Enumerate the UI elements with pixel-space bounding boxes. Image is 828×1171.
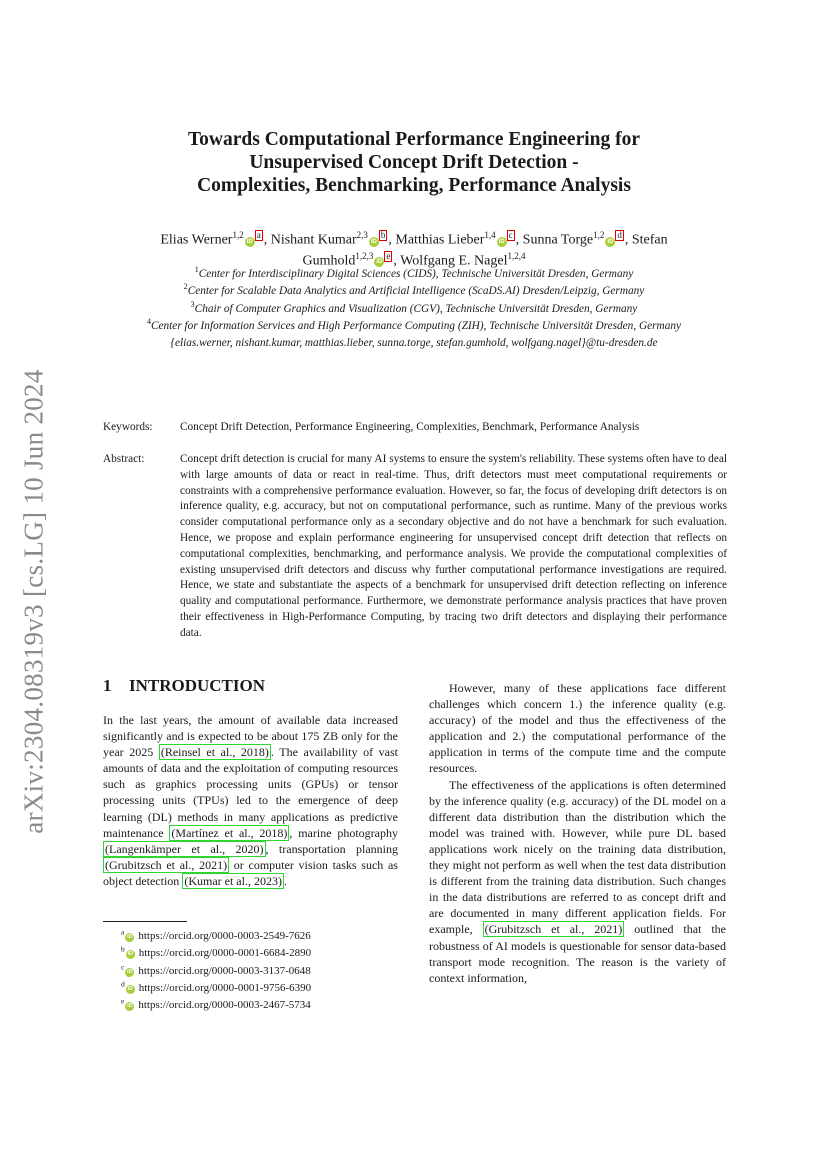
abstract-text: Concept drift detection is crucial for many AI systems to ensure the system's reliability. These systems often have to deal with large amounts of data or react in real-time. Thus, drift detectors must meet computational requirements or constraints with a comprehensive performance evaluation. However, so far, the focus of developing drift detectors is on inference quality, e.g. accuracy, but not on computational performance, such as runtime. Many of the previous works consider computational performance only as a secondary objective and do not have a benchmark for such evaluation. Hence, we propose and explain performance engineering for unsupervised concept drift detection that reflects on computational complexities, benchmarking, and performance analysis. We provide the computational complexities of existing unsupervised drift detectors and discuss why further computational performance investigations are required. Hence, we state and substantiate the aspects of a benchmark for unsupervised drift detection reflecting on inference quality and computational performance. Furthermore, we demonstrate performance analysis practices that have proven their effectiveness in High-Performance Computing, by tracing two drift detectors and displaying their performance data.: [180, 453, 727, 639]
author-name: Stefan: [631, 232, 668, 248]
orcid-icon[interactable]: iD: [607, 238, 614, 245]
citation-paren: ): [277, 873, 282, 888]
citation-paren: (: [484, 922, 489, 937]
title-line: Complexities, Benchmarking, Performance Analysis: [197, 175, 631, 196]
footnote-mark: a: [121, 927, 125, 937]
orcid-url[interactable]: https://orcid.org/0000-0001-9756-6390: [138, 981, 312, 994]
footnote-mark: b: [121, 944, 125, 954]
footnote-item: [121, 928, 311, 945]
citation-link[interactable]: [103, 857, 229, 873]
affiliation-text: Center for Scalable Data Analytics and Artificial Intelligence (ScaDS.AI) Dresden/Leipzig, Germany: [187, 285, 645, 298]
paragraph: [429, 777, 726, 986]
author-name: Matthias Lieber: [395, 232, 485, 248]
footnotes: [121, 928, 311, 1014]
affiliation-line: [90, 266, 738, 283]
footnote-mark: e: [121, 996, 125, 1006]
orcid-icon[interactable]: iD: [498, 238, 505, 245]
paragraph: [103, 712, 398, 889]
left-column-body: [103, 712, 398, 889]
citation-text: Grubitzsch et al., 2021: [488, 922, 619, 937]
footnote-divider: [103, 921, 187, 922]
text-run: , transportation planning: [265, 841, 398, 856]
text-run: or computer vision tasks such as object detection: [103, 857, 398, 888]
section-title: INTRODUCTION: [129, 676, 266, 695]
citation-link[interactable]: [103, 841, 266, 857]
citation-link[interactable]: [483, 921, 625, 937]
orcid-icon: iD: [127, 951, 133, 958]
citation-paren: ): [223, 857, 228, 872]
author-name: Sunna Torge: [522, 232, 594, 248]
citation-text: Reinsel et al., 2018: [164, 745, 265, 760]
author-affil-marker: 1,4: [484, 230, 496, 240]
section-number: 1: [103, 676, 112, 695]
author-affil-marker: 1,2: [593, 230, 605, 240]
paragraph: However, many of these applications face different challenges which concern 1.) the inference quality (e.g. accuracy) of the model and thus the effectiveness of the application and 2.) the computational performance of the application in terms of the compute time and the compute resources.: [429, 681, 726, 776]
orcid-url[interactable]: https://orcid.org/0000-0003-2549-7626: [138, 930, 311, 942]
author-affil-marker: 1,2,4: [507, 250, 526, 261]
citation-paren: (: [105, 857, 109, 872]
right-column-body: [429, 680, 726, 986]
citation-text: Kumar et al., 2023: [188, 873, 278, 888]
author-affil-marker: 1,2: [232, 230, 244, 240]
author-affil-marker: 2,3: [356, 230, 368, 240]
citation-paren: ): [283, 825, 288, 840]
affiliation-text: Chair of Computer Graphics and Visualization (CGV), Technische Universität Dresden, Germany: [194, 302, 638, 315]
title-line: Unsupervised Concept Drift Detection -: [249, 152, 579, 173]
footnote-item: [121, 945, 311, 962]
abstract-label: Abstract:: [103, 453, 145, 465]
orcid-url[interactable]: https://orcid.org/0000-0001-6684-2890: [138, 947, 312, 960]
affiliation-number: 3: [190, 299, 195, 309]
citation-paren: ): [264, 745, 269, 760]
citation-paren: (: [171, 825, 176, 840]
author-name: Gumhold: [302, 253, 356, 269]
affiliation-line: [90, 283, 738, 300]
citation-text: Langenkämper et al., 2020: [109, 841, 260, 856]
arxiv-identifier: arXiv:2304.08319v3 [cs.LG] 10 Jun 2024: [18, 369, 49, 834]
footnote-link[interactable]: b: [380, 230, 386, 240]
citation-paren: ): [259, 841, 264, 856]
citation-text: Martínez et al., 2018: [175, 825, 284, 840]
orcid-icon[interactable]: iD: [376, 259, 383, 266]
footnote-item: [121, 963, 311, 980]
citation-paren: (: [160, 745, 165, 760]
author-list: Elias Werner$^{1,2}$iDa , Nishant Kumar$^{2,3}$iDb , Matthias Lieber$^{1,4}$iDc , Sunna Torge$^{1,2}$iDd , Stefan Gumhold$^{1,2,3}$iDe , Wolfgang E. Nagel$^{1,2,4}$: [160, 230, 668, 269]
keywords-label: Keywords:: [103, 421, 153, 433]
title-line: Towards Computational Performance Engineering for: [187, 129, 641, 150]
affiliation-line: [90, 318, 738, 335]
text-run: , marine photography: [289, 825, 398, 840]
orcid-icon: iD: [127, 985, 133, 992]
author-name: Elias Werner: [160, 232, 233, 248]
author-affil-marker: 1,2,3: [355, 250, 374, 261]
text-run: The effectiveness of the applications is often determined by the inference quality (e.g. accuracy) of the DL model on a different data distribution than the distribution which the model was trained with. However, while pure DL based applications work nicely on the training data distribution, they might not perform as well when the test data distribution is different from the training data distribution. Such changes in the data distributions are referred to as concept drift and are documented in many different application fields. For example,: [429, 777, 726, 937]
citation-link[interactable]: [182, 873, 284, 889]
citation-link[interactable]: [159, 744, 271, 760]
text-run: . The availability of vast amounts of data and the exploitation of computing resources such as graphics processing units (GPUs) or tensor processing units (TPUs) led to the emergence of deep learning (DL) methods in many applications as predictive maintenance: [103, 745, 398, 840]
footnote-link[interactable]: a: [256, 230, 261, 240]
footnote-item: [121, 997, 311, 1014]
author-name: Nishant Kumar: [270, 232, 357, 248]
citation-link[interactable]: [169, 825, 289, 841]
section-heading: [103, 676, 265, 696]
orcid-icon[interactable]: iD: [246, 238, 253, 245]
orcid-url[interactable]: https://orcid.org/0000-0003-3137-0648: [138, 964, 311, 977]
citation-paren: ): [618, 922, 623, 937]
footnote-link[interactable]: c: [508, 230, 513, 240]
citation-paren: (: [105, 841, 109, 856]
paper-title: [100, 128, 728, 197]
affiliation-text: Center for Interdisciplinary Digital Sciences (CIDS), Technische Universität Dresden, Germany: [198, 268, 634, 280]
affiliation-number: 1: [194, 265, 199, 275]
orcid-icon[interactable]: iD: [370, 238, 377, 245]
author-name: Wolfgang E. Nagel: [400, 253, 508, 269]
text-run: outlined that the robustness of AI models is questionable for sensor data-based transport mode recognition. The reason is the variety of context information,: [429, 922, 726, 985]
text-run: .: [283, 873, 287, 888]
affiliation-line: [90, 301, 738, 318]
text-run: In the last years, the amount of available data increased significantly and is expected to be about 175 ZB only for the year 2025: [103, 713, 398, 760]
author-emails: {elias.werner, nishant.kumar, matthias.lieber, sunna.torge, stefan.gumhold, wolfgang.nagel}@tu-dresden.de: [170, 337, 658, 350]
keywords-text: Concept Drift Detection, Performance Engineering, Complexities, Benchmark, Performance Analysis: [180, 421, 640, 433]
footnote-mark: d: [121, 979, 125, 989]
citation-paren: (: [184, 873, 189, 888]
footnote-link[interactable]: d: [617, 230, 622, 240]
orcid-icon: iD: [127, 934, 133, 940]
footnote-mark: c: [121, 961, 125, 971]
footnote-link[interactable]: e: [386, 250, 391, 261]
affiliation-number: 2: [183, 282, 188, 292]
footnote-item: [121, 980, 311, 997]
citation-text: Grubitzsch et al., 2021: [109, 857, 224, 872]
affiliation-number: 4: [146, 317, 151, 327]
affiliation-text: Center for Information Services and High Performance Computing (ZIH), Technische Universität Dresden, Germany: [150, 319, 682, 332]
affiliations: [90, 266, 738, 352]
orcid-icon: iD: [127, 1003, 133, 1010]
orcid-icon: iD: [127, 968, 133, 975]
orcid-url[interactable]: https://orcid.org/0000-0003-2467-5734: [138, 999, 311, 1012]
